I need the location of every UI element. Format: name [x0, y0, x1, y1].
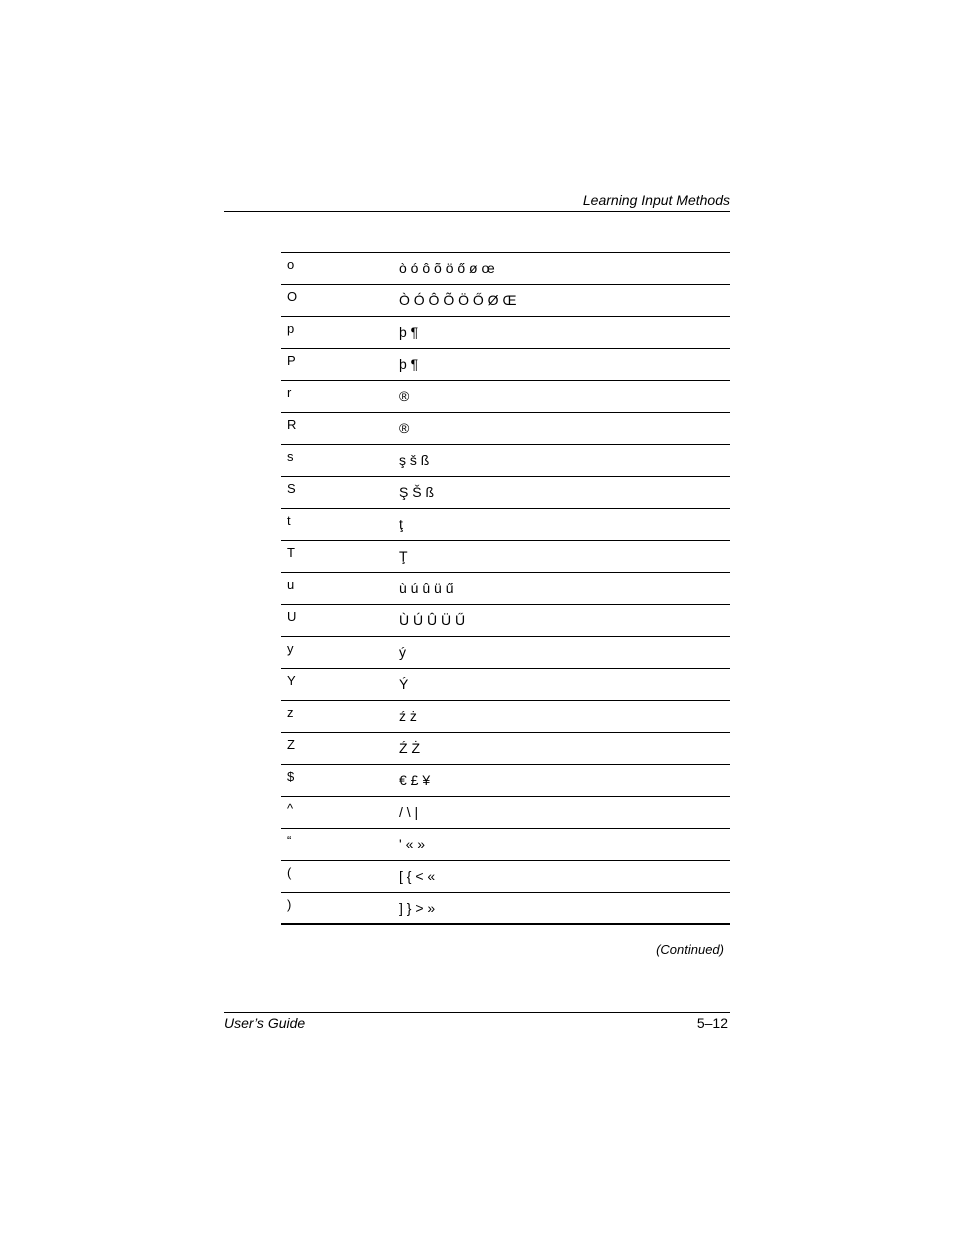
table-row — [281, 317, 730, 349]
characters-cell: ý — [399, 644, 406, 660]
characters-cell: ' « » — [399, 836, 426, 852]
key-cell: s — [287, 449, 294, 464]
key-cell: S — [287, 481, 296, 496]
table-row — [281, 573, 730, 605]
characters-cell: ù ú û ü ű — [399, 580, 454, 596]
table-row — [281, 893, 730, 925]
key-cell: t — [287, 513, 291, 528]
characters-cell: ® — [399, 420, 410, 436]
table-row — [281, 541, 730, 573]
characters-cell: Ý — [399, 676, 409, 692]
table-row — [281, 285, 730, 317]
characters-cell: Ş Š ß — [399, 484, 435, 500]
key-cell: Z — [287, 737, 295, 752]
characters-cell: Ò Ó Ô Õ Ö Ő Ø Œ — [399, 292, 517, 308]
key-cell: z — [287, 705, 294, 720]
table-row — [281, 349, 730, 381]
table-row — [281, 637, 730, 669]
key-cell: ^ — [287, 801, 294, 816]
running-header — [224, 190, 730, 212]
table-row — [281, 253, 730, 285]
key-cell: r — [287, 385, 292, 400]
table-row — [281, 797, 730, 829]
characters-cell: þ ¶ — [399, 324, 419, 340]
characters-cell: [ { < « — [399, 868, 436, 884]
key-cell: O — [287, 289, 298, 304]
key-cell: “ — [287, 833, 292, 848]
key-cell: R — [287, 417, 297, 432]
table-row — [281, 861, 730, 893]
table-row — [281, 701, 730, 733]
key-cell: u — [287, 577, 295, 592]
characters-cell: € £ ¥ — [399, 772, 431, 788]
characters-cell: ź ż — [399, 708, 417, 724]
characters-cell: ® — [399, 388, 410, 404]
characters-cell: ş š ß — [399, 452, 430, 468]
table-row — [281, 829, 730, 861]
table-row — [281, 669, 730, 701]
table-row — [281, 413, 730, 445]
characters-cell: ţ — [399, 516, 403, 532]
table-row — [281, 477, 730, 509]
characters-cell: / \ | — [399, 804, 419, 820]
table-row — [281, 381, 730, 413]
running-footer — [224, 1012, 730, 1031]
key-cell: U — [287, 609, 297, 624]
table-row — [281, 605, 730, 637]
key-cell: Y — [287, 673, 296, 688]
characters-cell: Ź Ż — [399, 740, 420, 756]
table-row — [281, 733, 730, 765]
footer-guide-title: User’s Guide — [224, 1015, 306, 1031]
key-cell: p — [287, 321, 295, 336]
characters-cell: Ţ — [399, 548, 408, 564]
characters-cell: ò ó ô õ ö ő ø œ — [399, 260, 495, 276]
header-title: Learning Input Methods — [582, 192, 730, 208]
key-cell: y — [287, 641, 294, 656]
character-table — [281, 252, 730, 925]
table-row — [281, 445, 730, 477]
key-cell: ) — [287, 897, 292, 912]
characters-cell: þ ¶ — [399, 356, 419, 372]
key-cell: T — [287, 545, 295, 560]
key-cell: $ — [287, 769, 295, 784]
characters-cell: ] } > » — [399, 900, 436, 916]
key-cell: o — [287, 257, 295, 272]
table-row — [281, 765, 730, 797]
continued-note: (Continued) — [656, 942, 724, 957]
key-cell: P — [287, 353, 296, 368]
key-cell: ( — [287, 865, 292, 880]
table-row — [281, 509, 730, 541]
characters-cell: Ù Ú Û Ü Ű — [399, 612, 466, 628]
page-number: 5–12 — [696, 1015, 728, 1031]
